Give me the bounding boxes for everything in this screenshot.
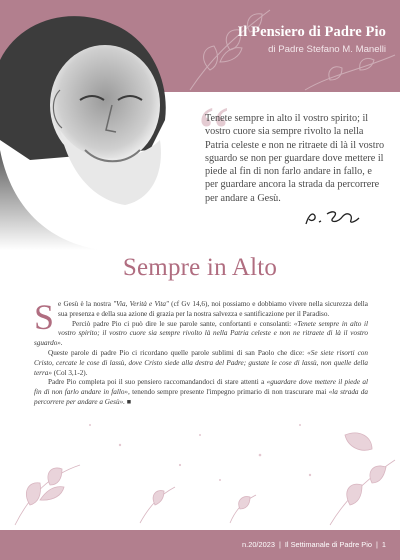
article-title: Sempre in Alto <box>122 254 278 281</box>
footer: n.20/2023 | Il Settimanale di Padre Pio | 1 <box>242 540 386 549</box>
leaf-decoration-icon <box>300 50 400 92</box>
paragraph: Queste parole di padre Pio ci ricordano quelle parole sublimi di san Paolo che dice: «Se siete risorti con Cristo, cercate le cose di lassù, dove Cristo siede alla destra del Padre; gustate le cose di lassù, non quelle della terra» (Col 3,1-2). <box>34 348 368 377</box>
paragraph: Se Gesù è la nostra "Via, Verità e Vita" (cf Gv 14,6), noi possiamo e dobbiamo vivere nella sicurezza della sua presenza e della sua azione di grazia per la nostra salvezza e santificazione per il Paradiso. <box>34 297 368 337</box>
paragraph: Padre Pio completa poi il suo pensiero raccomandandoci di stare attenti a «guardare dove mettere il piede al fin di non farlo andare in fallo», tenendo sempre presente l'impegno primario di non trascurare mai «la strada da percorrere per andare a Gesù». ■ <box>34 378 368 406</box>
end-mark-icon: ■ <box>126 397 132 406</box>
floral-decoration-icon <box>0 405 400 530</box>
article-body <box>34 297 369 408</box>
column-author: di Padre Stefano M. Manelli <box>268 44 386 55</box>
drop-cap: S <box>34 297 55 337</box>
paragraph: Perciò padre Pio ci può dire le sue parole sante, confortanti e consolanti: «Tenete sempre in alto il vostro spirito; il vostro cuore sia sempre rivolto là nella Patria celeste e non ne ritraete di là il vostro sguardo». <box>34 319 369 348</box>
page-number: 1 <box>381 540 386 549</box>
column-title: Il Pensiero di Padre Pio <box>237 24 386 40</box>
issue-number: n.20/2023 <box>242 540 275 549</box>
featured-quote: Tenete sempre in alto il vostro spirito; il vostro cuore sia sempre rivolto la nella Patria celeste e non ne ritraete di là il vostro sguardo se non per guardare dove mettere il piede al fin di non farlo andare in fallo, e per guardare ancora la strada da percorrere per andare a Gesù. <box>205 113 385 204</box>
signature-icon <box>303 208 363 228</box>
quote-mark-icon: “ <box>198 92 230 172</box>
publication-name: Il Settimanale di Padre Pio <box>284 540 372 549</box>
padre-pio-portrait <box>0 0 175 250</box>
